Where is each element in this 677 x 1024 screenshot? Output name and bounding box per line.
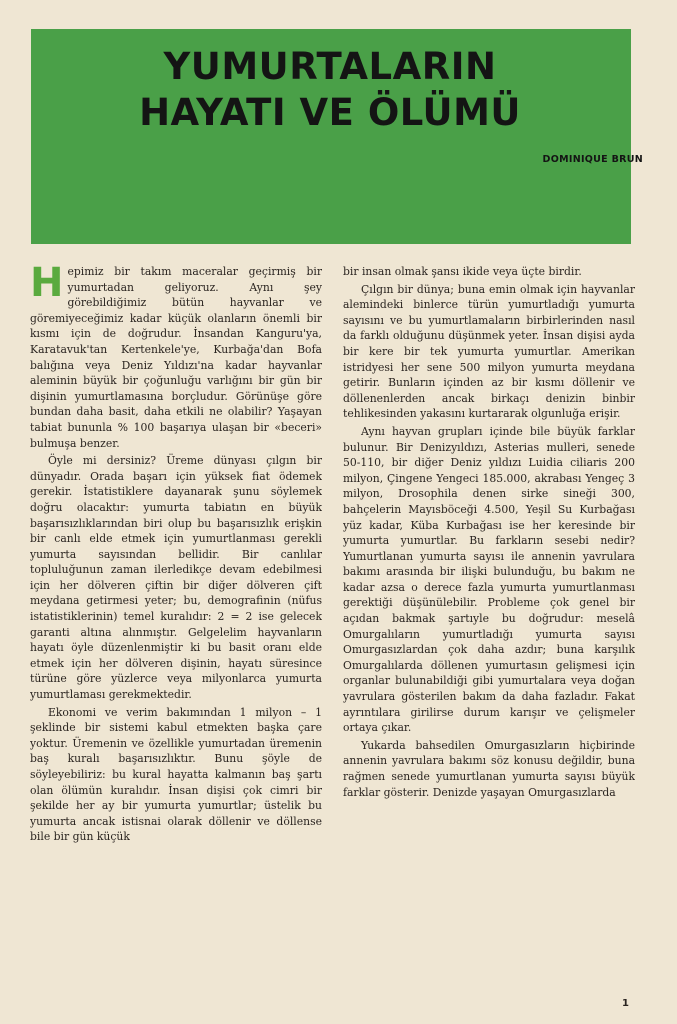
drop-cap: H [30,264,64,306]
left-column [30,264,322,984]
paragraph: bir insan olmak şansı ikide veya üçte birdir. [343,265,582,278]
paragraph: Ekonomi ve verim bakımından 1 milyon – 1 şeklinde bir sistemi kabul etmekten başka çare yoktur. Üremenin ve özellikle yumurtadan üremenin baş kuralı başarısızlıktır. Bunu şöyle de söyleyebiliriz: bu kural hayatta kalmanın baş şartı olan ölümün kuralıdır. İnsan dişisi çok cimri bir şekilde her ay bir yumurta yumurtlar; üstelik bu yumurta ancak istisnai olarak döllenir ve döllense bile bir gün küçük [30,705,322,844]
paragraph: Yukarda bahsedilen Omurgasızların hiçbirinde annenin yavrulara bakımı söz konusu değildir, buna rağmen senede yumurtlanan yumurta sayısı büyük farklar gösterir. Denizde yaşayan Omurgasızlarda [343,738,635,799]
paragraph [30,264,322,451]
right-column [343,264,635,984]
author-name: DOMINIQUE BRUN [542,154,643,165]
page-number: 1 [622,998,629,1009]
paragraph-text: epimiz bir takım maceralar geçirmiş bir yumurtadan geliyoruz. Aynı şey görebildiğimiz bütün hayvanlar ve göremiyeceğimiz kadar küçük olanların önemli bir kısmı için de doğrudur. İnsandan Kanguru'ya, Karatavuk'tan Kertenkele'ye, Kurbağa'dan Bofa balığına veya Deniz Yıldızı'na kadar hayvanlar aleminin büyük bir çoğunluğu varlığını bir gün bir dişinin yumurtlamasına borçludur. Görünüşe göre bundan daha basit, daha etkili ne olabilir? Yaşayan tabiat bununla % 100 başarıya ulaşan bir «beceri» bulmuşa benzer. [30,265,322,450]
paragraph: Aynı hayvan grupları içinde bile büyük farklar bulunur. Bir Denizyıldızı, Asterias mulleri, senede 50-110, bir diğer Deniz yıldızı Luidia ciliaris 200 milyon, Çingene Yengeci 185.000, akrabası Yengeç 3 milyon, Drosophila denen sirke sineği 300, bahçelerin Mayısböceği 4.500, Yeşil Su Kurbağası yüz kadar, Küba Kurbağası ise her keresinde bir yumurta yumurtlar. Bu farkların sesebi nedir? Yumurtlanan yumurta sayısı ile annenin yavrulara bakımı arasında bir ilişki bulunduğu, bu bakım ne kadar azsa o derece fazla yumurta yumurtlanması gerektiği düşünülebilir. Probleme çok genel bir açıdan bakmak şartıyle bu doğrudur: meselâ Omurgalıların yumurtladığı yumurta sayısı Omurgasızlardan çok daha azdır; buna karşılık Omurgalılarda döllenen yumurtasın gelişmesi için organlar bulunabildiği gibi yumurtalara veya doğan yavrulara gösterilen bakım da daha fazladır. Fakat ayrıntılara girilirse durum karışır ve çelişmeler ortaya çıkar. [343,424,635,735]
article-title: YUMURTALARIN HAYATI VE ÖLÜMÜ [139,45,521,134]
paragraph: Öyle mi dersiniz? Üreme dünyası çılgın bir dünyadır. Orada başarı için yüksek fiat ödemek gerekir. İstatistiklere dayanarak şunu söylemek doğru olacaktır: yumurta tabiatın en büyük başarısızlıklarından biri olup bu başarısızlık erişkin bir canlı elde etmek için yumurtlanması gerekli yumurta sayısından bellidir. Bir canlılar topluluğunun zaman ilerledikçe devam edebilmesi için her dölveren çiftin bir diğer dölveren çift meydana getirmesi yeter; bu, demografinin (nüfus istatistiklerinin) temel kuralıdır: 2 = 2 ise gelecek garanti altına alınmıştır. Gelgelelim hayvanların hayatı öyle düzenlenmiştir ki bu basit oranı elde etmek için her dölveren dişinin, hayatı süresince türüne göre yüzlerce veya milyonlarca yumurta yumurtlaması gerekmektedir. [30,454,322,702]
paragraph: Çılgın bir dünya; buna emin olmak için hayvanlar alemindeki binlerce türün yumurtladığı yumurta sayısını ve bu yumurtlamaların birbirlerinden nasıl da farklı olduğunu düşünmek yeter. İnsan dişisi ayda bir kere bir tek yumurta yumurtlar. Amerikan istridyesi her sene 500 milyon yumurta meydana getirir. Bunların içinden az bir kısmı döllenir ve döllenenlerden ancak birkaçı denizin binbir tehlikesinden yakasını kurtararak olgunluğa erişir. [343,282,635,421]
